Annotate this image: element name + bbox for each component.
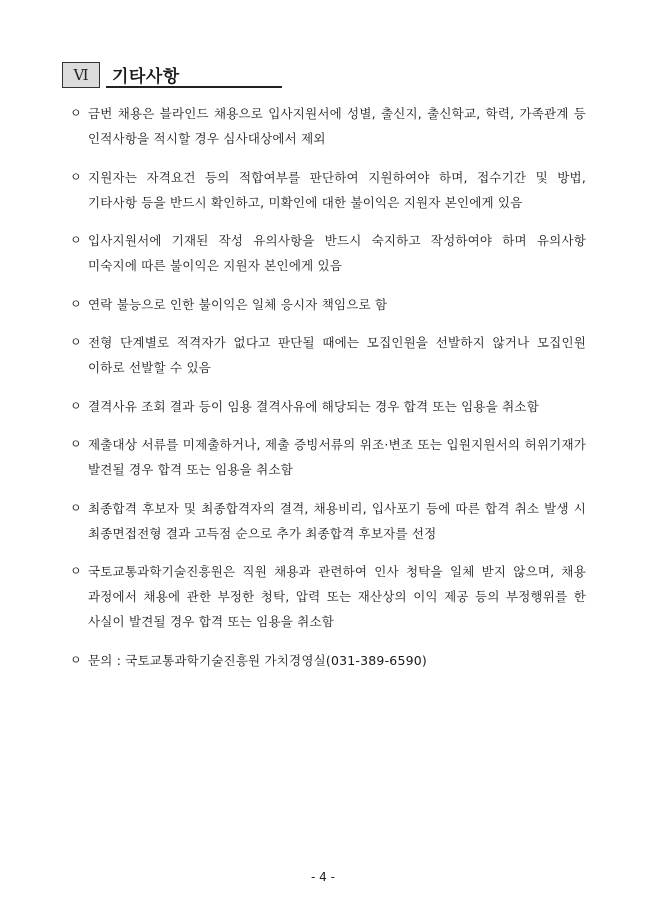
list-item (70, 101, 586, 151)
list-item-text: 제출대상 서류를 미제출하거나, 제출 증빙서류의 위조·변조 또는 입원지원서의 허위기재가 발견될 경우 합격 또는 임용을 취소함 (88, 437, 586, 477)
list-item (70, 496, 586, 546)
list-item (70, 228, 586, 278)
list-item (70, 432, 586, 482)
list-item (70, 292, 586, 317)
bullet-icon: ㅇ (70, 564, 82, 578)
list-item-text: 전형 단계별로 적격자가 없다고 판단될 때에는 모집인원을 선발하지 않거나 모집인원 이하로 선발할 수 있음 (88, 335, 586, 375)
section-number-box: Ⅵ (62, 62, 100, 88)
bullet-icon: ㅇ (70, 398, 82, 413)
list-item-text: 결격사유 조회 결과 등이 임용 결격사유에 해당되는 경우 합격 또는 임용을 취소함 (88, 398, 539, 414)
list-item (70, 559, 586, 634)
list-item-text: 입사지원서에 기재된 작성 유의사항을 반드시 숙지하고 작성하여야 하며 유의사항 미숙지에 따른 불이익은 지원자 본인에게 있음 (88, 233, 586, 273)
list-item-text: 연락 불능으로 인한 불이익은 일체 응시자 책임으로 함 (88, 296, 388, 312)
contact-item (70, 648, 586, 673)
bullet-icon: ㅇ (70, 169, 82, 184)
list-item-text: 국토교통과학기술진흥원은 직원 채용과 관련하여 인사 청탁을 일체 받지 않으며, 채용 과정에서 채용에 관한 부정한 청탁, 압력 또는 재산상의 이익 제공 등의 부정행위를 한 사실이 발견될 경우 합격 또는 임용을 취소함 (88, 564, 586, 629)
section-header (62, 62, 282, 88)
bullet-icon: ㅇ (70, 500, 82, 515)
bullet-icon: ㅇ (70, 296, 82, 311)
contact-text: 문의 : 국토교통과학기술진흥원 가치경영실(031-389-6590) (88, 652, 427, 668)
list-item-text: 금번 채용은 블라인드 채용으로 입사지원서에 성별, 출신지, 출신학교, 학력, 가족관계 등 인적사항을 적시할 경우 심사대상에서 제외 (88, 106, 586, 146)
list-item (70, 165, 586, 215)
page-number: - 4 - (311, 870, 335, 884)
bullet-icon: ㅇ (70, 437, 82, 451)
list-item-text: 지원자는 자격요건 등의 적합여부를 판단하여 지원하여야 하며, 접수기간 및 방법, 기타사항 등을 반드시 확인하고, 미확인에 대한 불이익은 지원자 본인에게 있음 (88, 169, 586, 210)
list-item (70, 330, 586, 380)
bullet-icon: ㅇ (70, 335, 82, 349)
section-title: 기타사항 (106, 62, 282, 88)
notice-list (70, 101, 586, 686)
list-item-text: 최종합격 후보자 및 최종합격자의 결격, 채용비리, 입사포기 등에 따른 합격 취소 발생 시 최종면접전형 결과 고득점 순으로 추가 최종합격 후보자를 선정 (88, 500, 586, 541)
bullet-icon: ㅇ (70, 106, 82, 120)
list-item (70, 394, 586, 419)
bullet-icon: ㅇ (70, 652, 82, 667)
bullet-icon: ㅇ (70, 233, 82, 247)
